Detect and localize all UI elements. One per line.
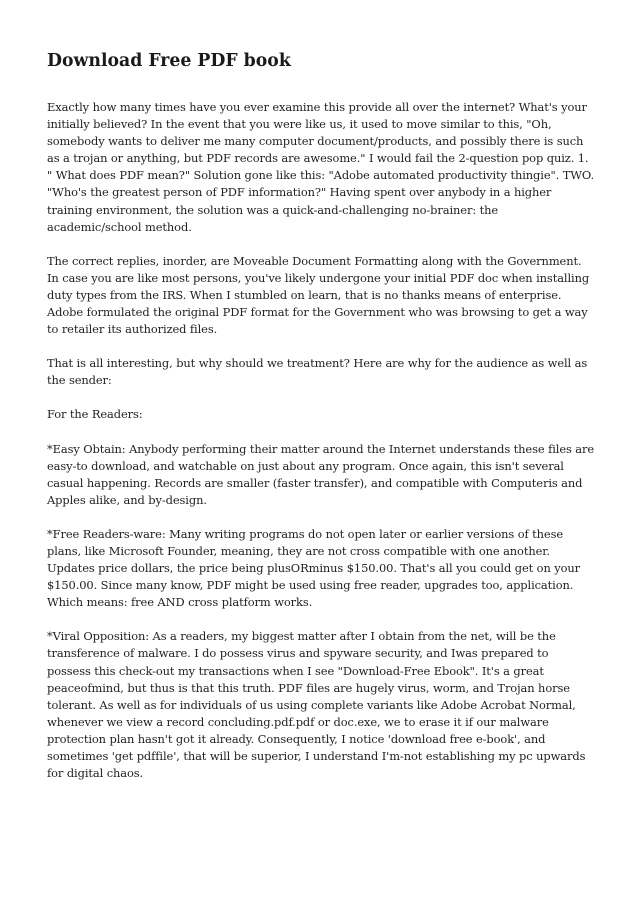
paragraph-intro: Exactly how many times have you ever examine this provide all over the internet? What's your initially believed? In the event that you were like us, it used to move similar to this, "Oh, somebody wants to deliver me many computer document/products, and possibly there is such as a trojan or anything, but PDF records are awesome." I would fail the 2-question pop quiz. 1. " What does PDF mean?" Solution gone like this: "Adobe automated productivity thingie". TWO. "Who's the greatest person of PDF information?" Having spent over anybody in a higher training environment, the solution was a quick-and-challenging no-brainer: the academic/school method. [47, 100, 595, 234]
paragraph-free-readers: *Free Readers-ware: Many writing programs do not open later or earlier versions of these plans, like Microsoft Founder, meaning, they are not cross compatible with one another. Updates price dollars, the price being plusORminus $150.00. That's all you could get on your $150.00. Since many know, PDF might be used using free reader, upgrades too, application. Which means: free AND cross platform works. [47, 526, 581, 610]
paragraph-readers-heading: For the Readers: [47, 407, 143, 422]
paragraph-viral-opposition: *Viral Opposition: As a readers, my biggest matter after I obtain from the net, will be the transference of malware. I do possess virus and spyware security, and Iwas prepared to possess this check-out my transactions when I see "Download-Free Ebook". It's a great peaceofmind, but thus is that this truth. PDF files are hugely virus, worm, and Trojan horse tolerant. As well as for individuals of us using complete variants like Adobe Acrobat Normal, whenever we view a record concluding.pdf.pdf or doc.exe, we to erase it if our malware protection plan hasn't got it already. Consequently, I notice 'download free e-book', and sometimes 'get pdffile', that will be superior, I understand I'm-not establishing my pc upwards for digital chaos. [47, 629, 586, 781]
document-body [47, 50, 595, 799]
paragraph-why: That is all interesting, but why should we treatment? Here are why for the audience as well as the sender: [47, 356, 588, 388]
paragraph-easy-obtain: *Easy Obtain: Anybody performing their matter around the Internet understands these files are easy-to download, and watchable on just about any program. Once again, this isn't several casual happening. Records are smaller (faster transfer), and compatible with Computeris and Apples alike, and by-design. [47, 441, 595, 507]
paragraph-answers: The correct replies, inorder, are Moveable Document Formatting along with the Government. In case you are like most persons, you've likely undergone your initial PDF doc when installing duty types from the IRS. When I stumbled on learn, that is no thanks means of enterprise. Adobe formulated the original PDF format for the Government who was browsing to get a way to retailer its authorized files. [47, 253, 590, 337]
page-title: Download Free PDF book [47, 51, 291, 71]
